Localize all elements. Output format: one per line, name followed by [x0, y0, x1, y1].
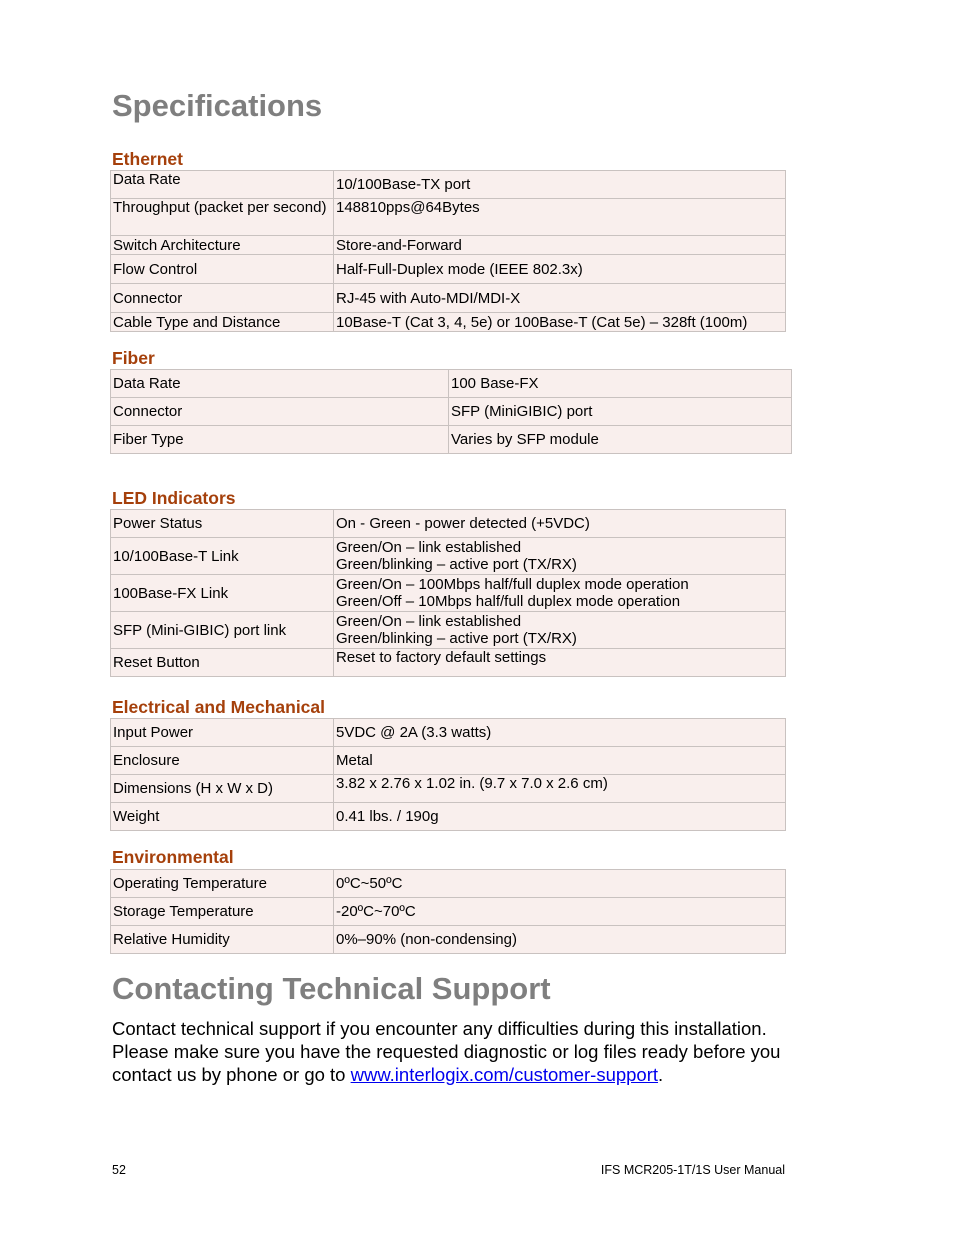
table-row	[111, 538, 786, 575]
table-row	[111, 803, 786, 831]
table-row	[111, 926, 786, 954]
table-row	[111, 426, 792, 454]
spec-label: Data Rate	[111, 171, 334, 199]
spec-label: Fiber Type	[111, 426, 449, 454]
table-row	[111, 575, 786, 612]
spec-value	[334, 575, 786, 612]
spec-label: Connector	[111, 398, 449, 426]
page-title: Specifications	[112, 88, 323, 123]
spec-value: 148810pps@64Bytes	[334, 199, 786, 236]
spec-value: 0%–90% (non-condensing)	[334, 926, 786, 954]
support-paragraph	[112, 1017, 792, 1086]
spec-value: Reset to factory default settings	[334, 649, 786, 677]
spec-label: Relative Humidity	[111, 926, 334, 954]
support-text: Contact technical support if you encounter any difficulties during this installation. Please make sure you have the requested diagnostic or log files ready before you contact us by phone or go to	[112, 1018, 781, 1085]
table-row	[111, 313, 786, 332]
environmental-spec-table	[110, 869, 786, 954]
spec-value-line: Green/blinking – active port (TX/RX)	[336, 630, 577, 647]
spec-value: SFP (MiniGIBIC) port	[449, 398, 792, 426]
section-heading-fiber: Fiber	[112, 348, 155, 368]
spec-label: Enclosure	[111, 747, 334, 775]
electrical-spec-table	[110, 718, 786, 831]
table-row	[111, 284, 786, 313]
spec-value: 10/100Base-TX port	[334, 171, 786, 199]
spec-label: 10/100Base-T Link	[111, 538, 334, 575]
spec-value: Half-Full-Duplex mode (IEEE 802.3x)	[334, 255, 786, 284]
section-heading-electrical-mechanical: Electrical and Mechanical	[112, 697, 326, 717]
spec-value: Store-and-Forward	[334, 236, 786, 255]
spec-value-line: Green/blinking – active port (TX/RX)	[336, 556, 577, 573]
table-row	[111, 510, 786, 538]
table-row	[111, 370, 792, 398]
spec-value: RJ-45 with Auto-MDI/MDI-X	[334, 284, 786, 313]
table-row	[111, 255, 786, 284]
table-row	[111, 171, 786, 199]
spec-value: 3.82 x 2.76 x 1.02 in. (9.7 x 7.0 x 2.6 cm)	[334, 775, 786, 803]
spec-label: Switch Architecture	[111, 236, 334, 255]
table-row	[111, 870, 786, 898]
spec-value: 100 Base-FX	[449, 370, 792, 398]
table-row	[111, 775, 786, 803]
page-number: 52	[112, 1163, 126, 1177]
spec-label: Reset Button	[111, 649, 334, 677]
spec-label: Power Status	[111, 510, 334, 538]
led-spec-table	[110, 509, 786, 677]
spec-label: Connector	[111, 284, 334, 313]
spec-label: Throughput (packet per second)	[111, 199, 334, 236]
section-heading-led-indicators: LED Indicators	[112, 488, 236, 508]
spec-label: Dimensions (H x W x D)	[111, 775, 334, 803]
spec-value	[334, 612, 786, 649]
spec-label: Operating Temperature	[111, 870, 334, 898]
spec-label: Flow Control	[111, 255, 334, 284]
spec-value-line: Green/Off – 10Mbps half/full duplex mode operation	[336, 593, 681, 610]
spec-value: Varies by SFP module	[449, 426, 792, 454]
fiber-spec-table	[110, 369, 792, 454]
spec-value: On - Green - power detected (+5VDC)	[334, 510, 786, 538]
customer-support-link[interactable]: www.interlogix.com/customer-support	[350, 1064, 659, 1085]
table-row	[111, 398, 792, 426]
spec-value-line: Green/On – link established	[336, 539, 522, 556]
table-row	[111, 719, 786, 747]
spec-value-line: Green/On – 100Mbps half/full duplex mode operation	[336, 576, 689, 593]
table-row	[111, 236, 786, 255]
section-heading-environmental: Environmental	[112, 847, 234, 867]
table-row	[111, 612, 786, 649]
table-row	[111, 649, 786, 677]
support-title: Contacting Technical Support	[112, 971, 551, 1006]
spec-value-line: Green/On – link established	[336, 613, 522, 630]
spec-value	[334, 538, 786, 575]
spec-label: 100Base-FX Link	[111, 575, 334, 612]
table-row	[111, 898, 786, 926]
ethernet-spec-table	[110, 170, 786, 332]
table-row	[111, 199, 786, 236]
section-heading-ethernet: Ethernet	[112, 149, 183, 169]
spec-label: Weight	[111, 803, 334, 831]
spec-label: SFP (Mini-GIBIC) port link	[111, 612, 334, 649]
spec-value: 0.41 lbs. / 190g	[334, 803, 786, 831]
spec-value: Metal	[334, 747, 786, 775]
spec-value: 10Base-T (Cat 3, 4, 5e) or 100Base-T (Cat 5e) – 328ft (100m)	[334, 313, 786, 332]
spec-label: Storage Temperature	[111, 898, 334, 926]
spec-label: Input Power	[111, 719, 334, 747]
spec-value: 0ºC~50ºC	[334, 870, 786, 898]
spec-value: -20ºC~70ºC	[334, 898, 786, 926]
spec-label: Data Rate	[111, 370, 449, 398]
spec-label: Cable Type and Distance	[111, 313, 334, 332]
support-text-end: .	[658, 1064, 664, 1085]
manual-title: IFS MCR205-1T/1S User Manual	[600, 1163, 785, 1177]
spec-value: 5VDC @ 2A (3.3 watts)	[334, 719, 786, 747]
table-row	[111, 747, 786, 775]
